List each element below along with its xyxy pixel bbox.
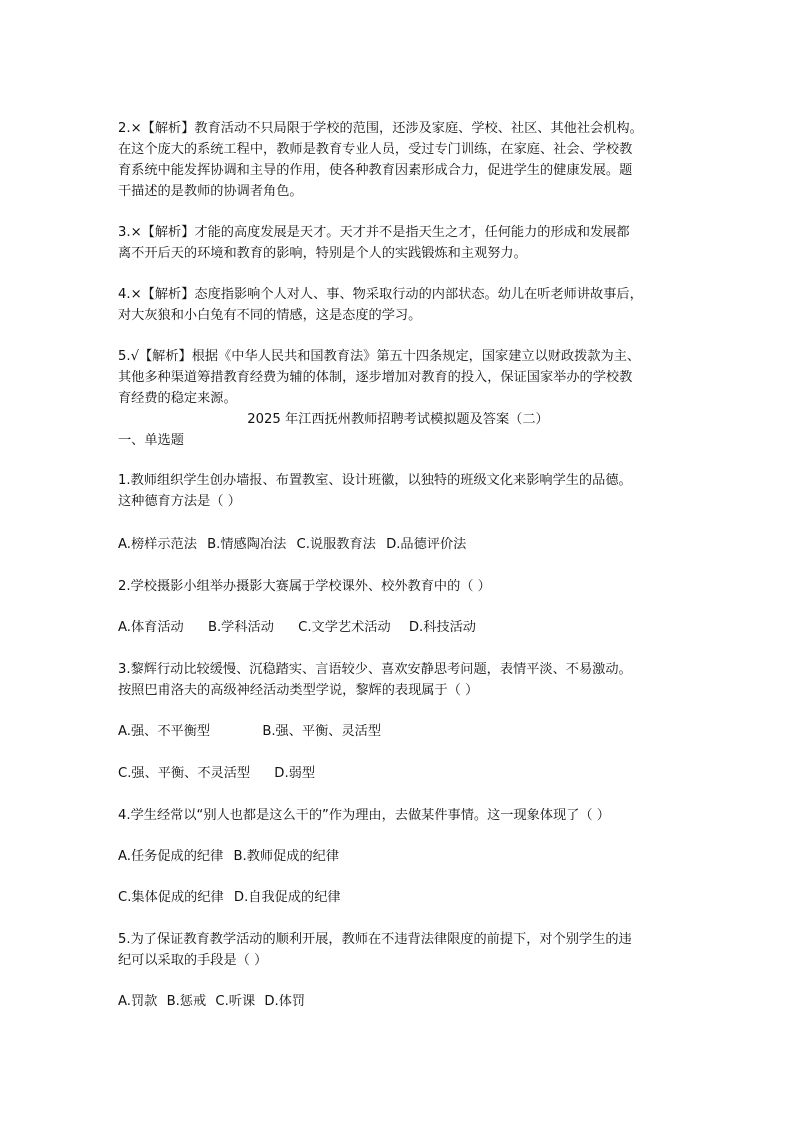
option-a: A.任务促成的纪律: [118, 849, 224, 864]
answer-explanation: [118, 346, 678, 409]
question-stem: [118, 929, 678, 971]
option-d: D.品德评价法: [386, 537, 467, 552]
answer-explanation: [118, 118, 678, 202]
question-stem: [118, 470, 678, 512]
option-row: [118, 535, 466, 555]
option-row: [118, 992, 305, 1012]
option-d: D.自我促成的纪律: [233, 890, 341, 905]
option-c: C.听课: [215, 994, 256, 1009]
text-line: 育经费的稳定来源。: [118, 391, 237, 406]
answer-explanation: [118, 284, 678, 326]
text-line: 2.×【解析】教育活动不只局限于学校的范围，还涉及家庭、学校、社区、其他社会机构。: [118, 121, 643, 136]
text-line: 这种德育方法是（ ）: [118, 494, 241, 509]
option-row: [118, 722, 381, 742]
option-c: C.说服教育法: [296, 537, 376, 552]
option-b: B.情感陶冶法: [207, 537, 287, 552]
text-line: 5.为了保证教育教学活动的顺利开展，教师在不违背法律限度的前提下，对个别学生的违: [118, 932, 632, 947]
text-line: 其他多种渠道筹措教育经费为辅的体制，逐步增加对教育的投入，保证国家举办的学校教: [118, 370, 633, 385]
option-b: B.惩戒: [166, 994, 207, 1009]
answer-explanation: [118, 222, 678, 264]
option-b: B.教师促成的纪律: [233, 849, 340, 864]
option-d: D.体罚: [264, 994, 306, 1009]
option-row: [118, 764, 315, 784]
question-stem: [118, 659, 678, 701]
question-stem: [118, 576, 678, 597]
option-d: D.科技活动: [408, 620, 476, 635]
text-line: 4.学生经常以“别人也都是这么干的”作为理由，去做某件事情。这一现象体现了（ ）: [118, 808, 610, 823]
text-line: 1.教师组织学生创办墙报、布置教室、设计班徽，以独特的班级文化来影响学生的品德。: [118, 473, 632, 488]
text-line: 按照巴甫洛夫的高级神经活动类型学说，黎辉的表现属于（ ）: [118, 683, 479, 698]
text-line: 3.黎辉行动比较缓慢、沉稳踏实、言语较少、喜欢安静思考问题，表情平淡、不易激动。: [118, 662, 632, 677]
section-heading: 一、单选题: [118, 433, 184, 448]
text-line: 对大灰狼和小白兔有不同的情感，这是态度的学习。: [118, 308, 422, 323]
option-c: C.文学艺术活动: [298, 620, 391, 635]
option-a: A.体育活动: [118, 620, 184, 635]
option-b: B.强、平衡、灵活型: [262, 724, 382, 739]
option-b: B.学科活动: [207, 620, 274, 635]
option-a: A.榜样示范法: [118, 537, 197, 552]
question-stem: [118, 805, 678, 826]
option-row: [118, 888, 341, 908]
option-c: C.集体促成的纪律: [118, 890, 224, 905]
text-line: 育系统中能发挥协调和主导的作用，使各种教育因素形成合力，促进学生的健康发展。题: [118, 163, 633, 178]
option-row: [118, 847, 339, 867]
text-line: 2.学校摄影小组举办摄影大赛属于学校课外、校外教育中的（ ）: [118, 579, 491, 594]
option-a: A.罚款: [118, 994, 158, 1009]
text-line: 纪可以采取的手段是（ ）: [118, 953, 268, 968]
text-line: 5.√【解析】根据《中华人民共和国教育法》第五十四条规定，国家建立以财政拨款为主、: [118, 349, 641, 364]
exam-title: 2025 年江西抚州教师招聘考试模拟题及答案（二）: [247, 412, 549, 427]
option-a: A.强、不平衡型: [118, 724, 211, 739]
option-row: [118, 618, 476, 638]
text-line: 离不开后天的环境和教育的影响，特别是个人的实践锻炼和主观努力。: [118, 246, 527, 261]
option-c: C.强、平衡、不灵活型: [118, 766, 251, 781]
text-line: 4.×【解析】态度指影响个人对人、事、物采取行动的内部状态。幼儿在听老师讲故事后，: [118, 287, 643, 302]
text-line: 3.×【解析】才能的高度发展是天才。天才并不是指天生之才，任何能力的形成和发展都: [118, 225, 630, 240]
option-d: D.弱型: [274, 766, 316, 781]
document-page: [118, 0, 678, 1123]
text-line: 干描述的是教师的协调者角色。: [118, 184, 303, 199]
text-line: 在这个庞大的系统工程中，教师是教育专业人员，受过专门训练，在家庭、社会、学校教: [118, 142, 633, 157]
